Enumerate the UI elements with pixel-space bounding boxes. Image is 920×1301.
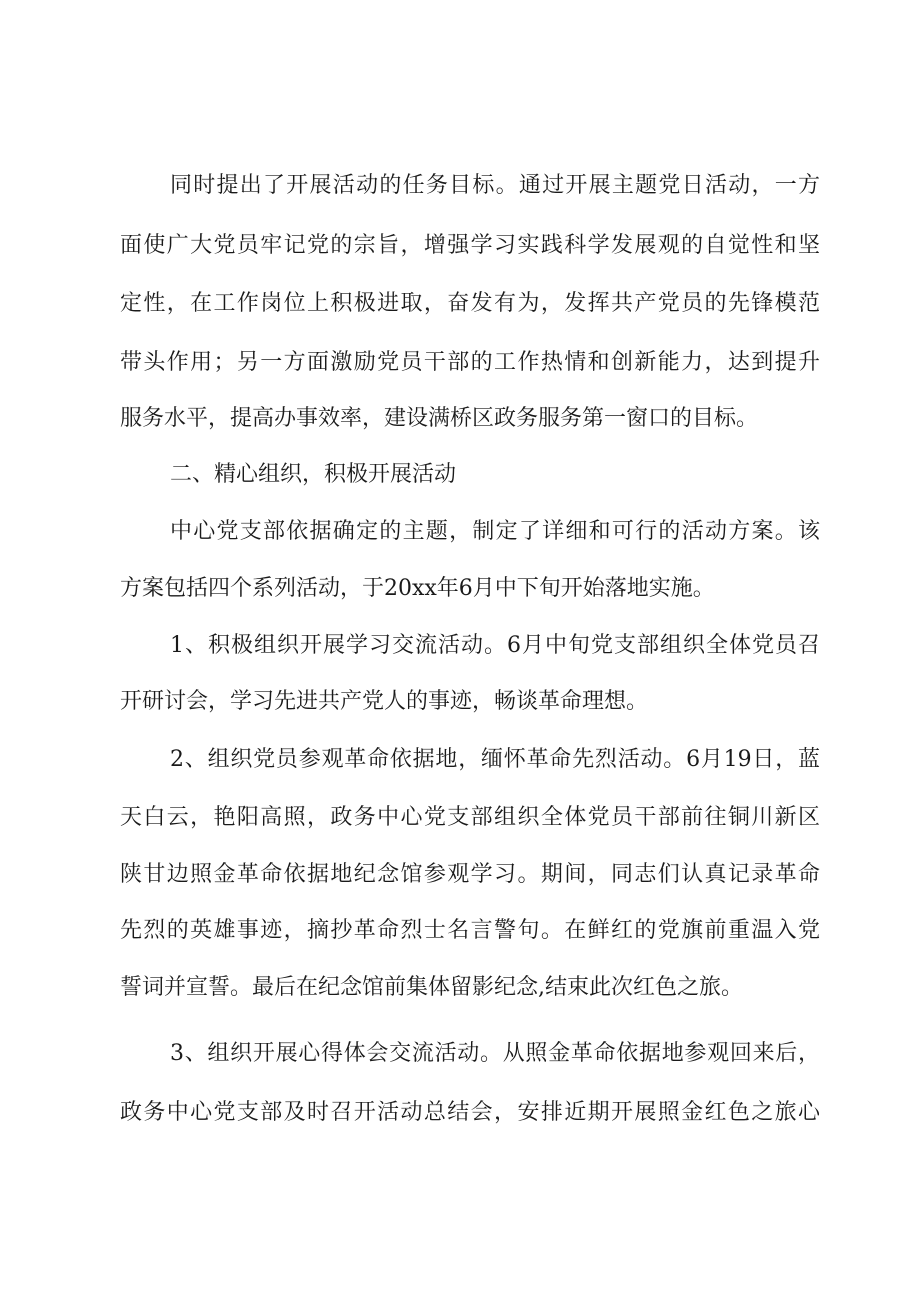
paragraph-1-line-2: 面使广大党员牢记党的宗旨，增强学习实践科学发展观的自觉性和坚 [120, 233, 820, 258]
paragraph-5-line-2: 政务中心党支部及时召开活动总结会，安排近期开展照金红色之旅心 [120, 1100, 820, 1125]
paragraph-4-line-5: 誓词并宣誓。最后在纪念馆前集体留影纪念,结束此次红色之旅。 [120, 975, 743, 1000]
paragraph-3-line-2: 开研讨会，学习先进共产党人的事迹，畅谈革命理想。 [120, 689, 649, 714]
paragraph-4-line-2: 天白云，艳阳高照，政务中心党支部组织全体党员干部前往铜川新区 [120, 805, 820, 830]
paragraph-1-line-5: 服务水平，提高办事效率，建设满桥区政务服务第一窗口的目标。 [120, 406, 759, 431]
paragraph-1-line-4: 带头作用；另一方面激励党员干部的工作热情和创新能力，达到提升 [120, 350, 820, 375]
paragraph-5-line-1: 3、组织开展心得体会交流活动。从照金革命依据地参观回来后， [170, 1041, 820, 1066]
paragraph-1-line-3: 定性，在工作岗位上积极进取，奋发有为，发挥共产党员的先锋模范 [120, 291, 820, 316]
section-heading: 二、精心组织，积极开展活动 [170, 462, 457, 487]
paragraph-4-line-1: 2、组织党员参观革命依据地，缅怀革命先烈活动。6月19日，蓝 [170, 747, 820, 772]
paragraph-2-line-1: 中心党支部依据确定的主题，制定了详细和可行的活动方案。该 [170, 519, 820, 544]
paragraph-2-line-2: 方案包括四个系列活动，于20xx年6月中下旬开始落地实施。 [120, 576, 715, 601]
paragraph-1-line-1: 同时提出了开展活动的任务目标。通过开展主题党日活动，一方 [170, 173, 820, 198]
paragraph-3-line-1: 1、积极组织开展学习交流活动。6月中旬党支部组织全体党员召 [170, 633, 820, 658]
paragraph-4-line-3: 陕甘边照金革命依据地纪念馆参观学习。期间，同志们认真记录革命 [120, 862, 820, 887]
paragraph-4-line-4: 先烈的英雄事迹，摘抄革命烈士名言警句。在鲜红的党旗前重温入党 [120, 918, 820, 943]
